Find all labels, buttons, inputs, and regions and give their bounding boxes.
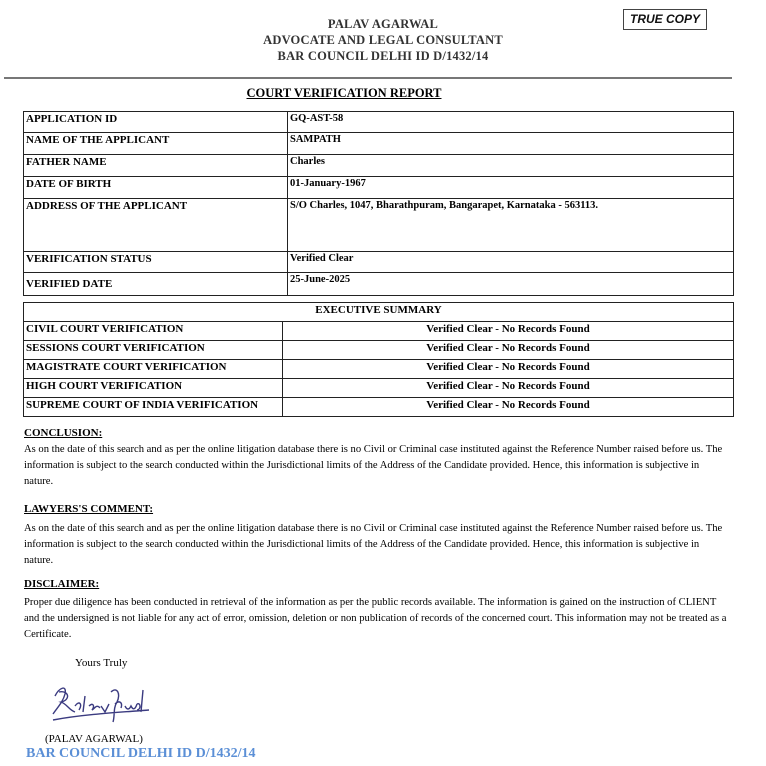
row-value: Verified Clear - No Records Found <box>283 360 734 379</box>
table-row <box>24 273 734 296</box>
table-row <box>24 398 734 417</box>
row-value: 25-June-2025 <box>288 273 734 296</box>
row-value: GQ-AST-58 <box>288 112 734 133</box>
row-value: Verified Clear <box>288 252 734 273</box>
row-label: APPLICATION ID <box>24 112 288 133</box>
table-row <box>24 360 734 379</box>
row-value: Verified Clear - No Records Found <box>283 341 734 360</box>
table-row <box>24 252 734 273</box>
table-row <box>24 112 734 133</box>
row-value: Charles <box>288 155 734 177</box>
row-value: 01-January-1967 <box>288 177 734 199</box>
row-label: DATE OF BIRTH <box>24 177 288 199</box>
row-label: FATHER NAME <box>24 155 288 177</box>
signatory-name: (PALAV AGARWAL) <box>45 733 143 745</box>
advocate-name: PALAV AGARWAL <box>327 17 439 31</box>
row-label: VERIFICATION STATUS <box>24 252 288 273</box>
table-row <box>24 133 734 155</box>
disclaimer-text: Proper due diligence has been conducted in retrieval of the information as per the public records available. The information is gained on the instruction of CLIENT and the undersigned is not liable for any act of error, omission, deletion or non publication of records of the concerned court. This information may not be treated as a Certificate. <box>24 597 727 640</box>
true-copy-stamp: TRUE COPY <box>623 9 707 30</box>
row-label: CIVIL COURT VERIFICATION <box>24 322 283 341</box>
disclaimer-heading: DISCLAIMER: <box>24 578 100 590</box>
conclusion-heading: CONCLUSION: <box>24 427 103 439</box>
table-header-row <box>24 303 734 322</box>
row-value: SAMPATH <box>288 133 734 155</box>
table-row <box>24 322 734 341</box>
executive-summary-table <box>23 302 734 417</box>
row-label: SESSIONS COURT VERIFICATION <box>24 341 283 360</box>
closing-text: Yours Truly <box>75 657 128 669</box>
row-value: Verified Clear - No Records Found <box>283 379 734 398</box>
lawyers-comment-text: As on the date of this search and as per the online litigation database there is no Civil or Criminal case instituted against the Reference Number raised before us. The information is subject to the search conducted within the Jurisdictional limits of the Address of the Candidate provided. Hence, this information is subjective in nature. <box>24 523 723 566</box>
summary-heading: EXECUTIVE SUMMARY <box>24 303 734 322</box>
applicant-details-table <box>23 111 734 296</box>
header-bar-id: BAR COUNCIL DELHI ID D/1432/14 <box>277 49 489 63</box>
row-label: MAGISTRATE COURT VERIFICATION <box>24 360 283 379</box>
row-value: Verified Clear - No Records Found <box>283 322 734 341</box>
row-label: SUPREME COURT OF INDIA VERIFICATION <box>24 398 283 417</box>
lawyers-comment-heading: LAWYERS'S COMMENT: <box>24 503 154 515</box>
row-value: S/O Charles, 1047, Bharathpuram, Bangarapet, Karnataka - 563113. <box>288 199 734 252</box>
table-row <box>24 155 734 177</box>
row-label: ADDRESS OF THE APPLICANT <box>24 199 288 252</box>
row-value: Verified Clear - No Records Found <box>283 398 734 417</box>
conclusion-text: As on the date of this search and as per the online litigation database there is no Civil or Criminal case instituted against the Reference Number raised before us. The information is subject to the search conducted within the Jurisdictional limits of the Address of the Candidate provided. Hence, this information is subjective in nature. <box>24 444 723 487</box>
signature-image <box>45 676 155 728</box>
row-label: VERIFIED DATE <box>24 273 288 296</box>
advocate-designation: ADVOCATE AND LEGAL CONSULTANT <box>263 33 503 47</box>
table-row <box>24 199 734 252</box>
row-label: HIGH COURT VERIFICATION <box>24 379 283 398</box>
header-divider <box>4 77 732 79</box>
table-row <box>24 341 734 360</box>
table-row <box>24 379 734 398</box>
table-row <box>24 177 734 199</box>
report-title: COURT VERIFICATION REPORT <box>246 86 442 100</box>
row-label: NAME OF THE APPLICANT <box>24 133 288 155</box>
signatory-bar-id: BAR COUNCIL DELHI ID D/1432/14 <box>26 746 256 761</box>
